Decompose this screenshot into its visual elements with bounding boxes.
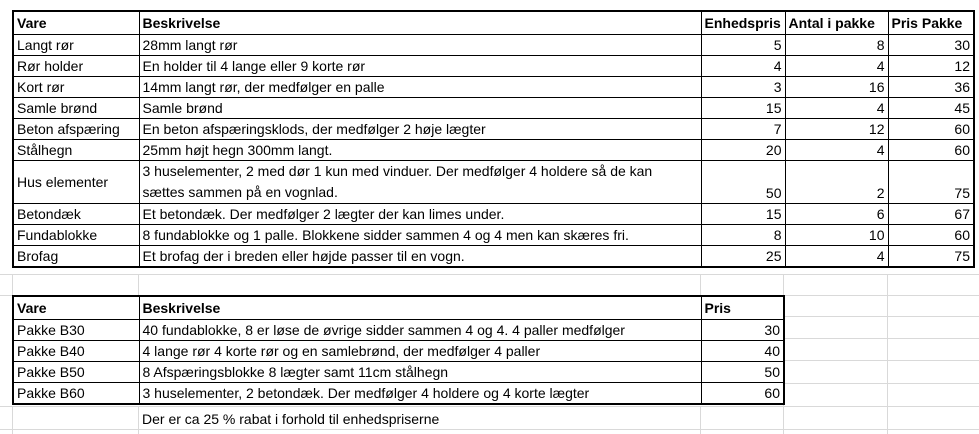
table-row bbox=[13, 341, 784, 362]
header-enhedspris[interactable]: Enhedspris bbox=[701, 11, 785, 35]
header-row bbox=[13, 11, 974, 35]
cell-enhedspris[interactable]: 5 bbox=[701, 35, 785, 56]
cell-pris[interactable]: 60 bbox=[888, 119, 974, 140]
table-row bbox=[13, 246, 974, 268]
cell-enhedspris[interactable]: 15 bbox=[701, 204, 785, 225]
cell-vare[interactable]: Rør holder bbox=[13, 56, 139, 77]
header-vare[interactable]: Vare bbox=[13, 11, 139, 35]
cell-vare[interactable]: Pakke B50 bbox=[13, 362, 139, 383]
cell-vare[interactable]: Langt rør bbox=[13, 35, 139, 56]
cell-pris[interactable]: 30 bbox=[701, 320, 784, 341]
cell-beskrivelse[interactable]: 4 lange rør 4 korte rør og en samlebrønd, der medfølger 4 paller bbox=[139, 341, 701, 362]
cell-pris[interactable]: 12 bbox=[888, 56, 974, 77]
cell-vare[interactable]: Pakke B30 bbox=[13, 320, 139, 341]
cell-beskrivelse[interactable]: Et brofag der i breden eller højde passer til en vogn. bbox=[139, 246, 701, 268]
cell-pris[interactable]: 30 bbox=[888, 35, 974, 56]
cell-vare[interactable]: Hus elementer bbox=[13, 161, 139, 204]
cell-enhedspris[interactable]: 8 bbox=[701, 225, 785, 246]
cell-beskrivelse[interactable]: 8 fundablokke og 1 palle. Blokkene sidder sammen 4 og 4 men kan skæres fri. bbox=[139, 225, 701, 246]
cell-vare[interactable]: Stålhegn bbox=[13, 140, 139, 161]
cell-vare[interactable]: Betondæk bbox=[13, 204, 139, 225]
header-pris[interactable]: Pris bbox=[701, 296, 784, 320]
cell-enhedspris[interactable]: 4 bbox=[701, 56, 785, 77]
table-row bbox=[13, 161, 974, 204]
header-pris-pakke[interactable]: Pris Pakke bbox=[888, 11, 974, 35]
cell-antal[interactable]: 6 bbox=[785, 204, 888, 225]
table-row bbox=[13, 320, 784, 341]
cell-antal[interactable]: 4 bbox=[785, 246, 888, 268]
table-row bbox=[13, 35, 974, 56]
cell-pris[interactable]: 75 bbox=[888, 161, 974, 204]
cell-antal[interactable]: 12 bbox=[785, 119, 888, 140]
cell-vare[interactable]: Beton afspæring bbox=[13, 119, 139, 140]
table-row bbox=[13, 225, 974, 246]
table-row bbox=[13, 119, 974, 140]
cell-vare[interactable]: Fundablokke bbox=[13, 225, 139, 246]
cell-antal[interactable]: 10 bbox=[785, 225, 888, 246]
cell-vare[interactable]: Samle brønd bbox=[13, 98, 139, 119]
table-row bbox=[13, 98, 974, 119]
packages-table bbox=[12, 295, 785, 405]
cell-beskrivelse[interactable]: 25mm højt hegn 300mm langt. bbox=[139, 140, 701, 161]
cell-beskrivelse[interactable]: Samle brønd bbox=[139, 98, 701, 119]
cell-antal[interactable]: 4 bbox=[785, 140, 888, 161]
table-row bbox=[13, 362, 784, 383]
cell-antal[interactable]: 4 bbox=[785, 98, 888, 119]
cell-pris[interactable]: 36 bbox=[888, 77, 974, 98]
header-row bbox=[13, 296, 784, 320]
cell-enhedspris[interactable]: 3 bbox=[701, 77, 785, 98]
discount-note[interactable]: Der er ca 25 % rabat i forhold til enhedspriserne bbox=[142, 411, 440, 427]
cell-beskrivelse[interactable]: 8 Afspæringsblokke 8 lægter samt 11cm stålhegn bbox=[139, 362, 701, 383]
cell-pris[interactable]: 50 bbox=[701, 362, 784, 383]
cell-antal[interactable]: 2 bbox=[785, 161, 888, 204]
table-row bbox=[13, 77, 974, 98]
cell-enhedspris[interactable]: 7 bbox=[701, 119, 785, 140]
cell-beskrivelse[interactable]: 14mm langt rør, der medfølger en palle bbox=[139, 77, 701, 98]
table-row bbox=[13, 204, 974, 225]
cell-antal[interactable]: 16 bbox=[785, 77, 888, 98]
cell-vare[interactable]: Pakke B40 bbox=[13, 341, 139, 362]
cell-enhedspris[interactable]: 20 bbox=[701, 140, 785, 161]
cell-beskrivelse[interactable]: En holder til 4 lange eller 9 korte rør bbox=[139, 56, 701, 77]
cell-pris[interactable]: 60 bbox=[701, 383, 784, 405]
cell-beskrivelse[interactable]: 28mm langt rør bbox=[139, 35, 701, 56]
cell-antal[interactable]: 8 bbox=[785, 35, 888, 56]
cell-beskrivelse[interactable]: 3 huselementer, 2 betondæk. Der medfølger 4 holdere og 4 korte lægter bbox=[139, 383, 701, 405]
header-antal[interactable]: Antal i pakke bbox=[785, 11, 888, 35]
cell-enhedspris[interactable]: 25 bbox=[701, 246, 785, 268]
table-row bbox=[13, 56, 974, 77]
cell-beskrivelse[interactable]: Et betondæk. Der medfølger 2 lægter der kan limes under. bbox=[139, 204, 701, 225]
cell-beskrivelse[interactable]: 3 huselementer, 2 med dør 1 kun med vinduer. Der medfølger 4 holdere så de kan sættes sammen på en vognlad. bbox=[139, 161, 701, 204]
cell-pris[interactable]: 60 bbox=[888, 140, 974, 161]
cell-pris[interactable]: 75 bbox=[888, 246, 974, 268]
cell-antal[interactable]: 4 bbox=[785, 56, 888, 77]
header-beskrivelse[interactable]: Beskrivelse bbox=[139, 11, 701, 35]
header-beskrivelse[interactable]: Beskrivelse bbox=[139, 296, 701, 320]
cell-pris[interactable]: 40 bbox=[701, 341, 784, 362]
cell-enhedspris[interactable]: 15 bbox=[701, 98, 785, 119]
products-table bbox=[12, 10, 975, 268]
cell-pris[interactable]: 60 bbox=[888, 225, 974, 246]
cell-beskrivelse[interactable]: 40 fundablokke, 8 er løse de øvrige sidder sammen 4 og 4. 4 paller medfølger bbox=[139, 320, 701, 341]
cell-vare[interactable]: Brofag bbox=[13, 246, 139, 268]
table-row bbox=[13, 140, 974, 161]
cell-pris[interactable]: 67 bbox=[888, 204, 974, 225]
cell-pris[interactable]: 45 bbox=[888, 98, 974, 119]
cell-vare[interactable]: Pakke B60 bbox=[13, 383, 139, 405]
cell-enhedspris[interactable]: 50 bbox=[701, 161, 785, 204]
header-vare[interactable]: Vare bbox=[13, 296, 139, 320]
table-row bbox=[13, 383, 784, 405]
cell-vare[interactable]: Kort rør bbox=[13, 77, 139, 98]
cell-beskrivelse[interactable]: En beton afspæringsklods, der medfølger 2 høje lægter bbox=[139, 119, 701, 140]
